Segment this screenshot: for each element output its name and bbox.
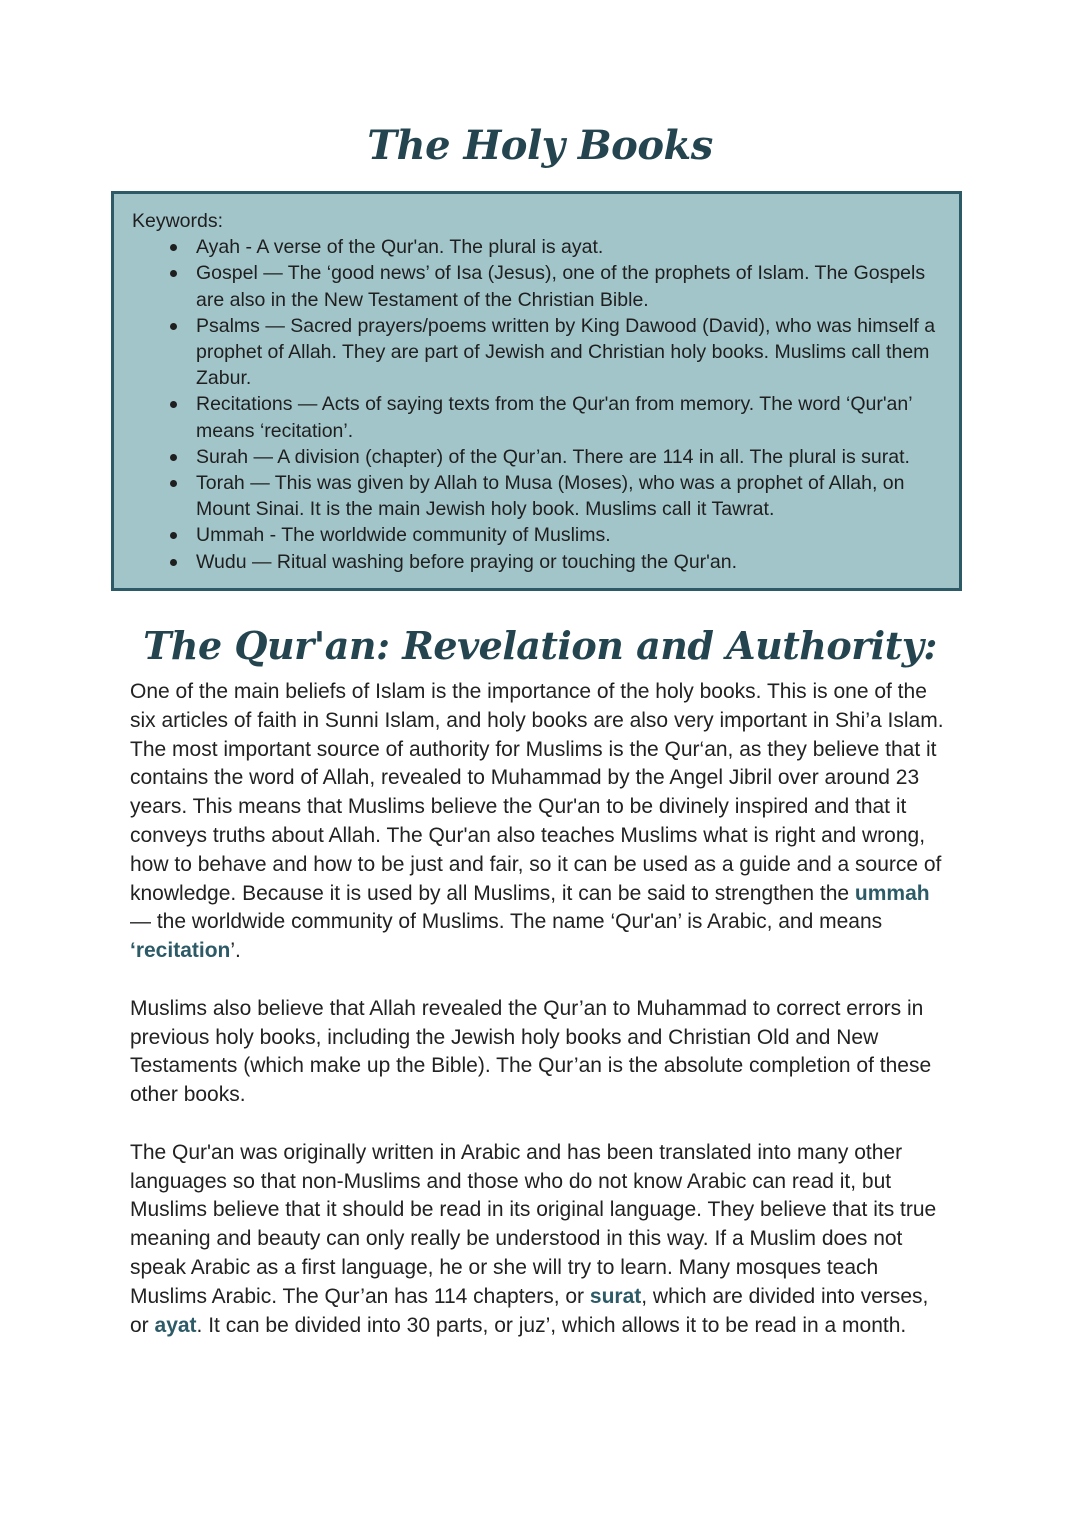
section-body (130, 678, 950, 1369)
keyword-item-recitations: Recitations — Acts of saying texts from the Qur'an from memory. The word ‘Qur'an’ means ‘recitation’. (132, 391, 939, 443)
keyword-item-gospel: Gospel — The ‘good news’ of Isa (Jesus), one of the prophets of Islam. The Gospels are also in the New Testament of the Christian Bible. (132, 260, 939, 312)
keyword-item-ummah: Ummah - The worldwide community of Muslims. (132, 522, 939, 548)
highlight-surat: surat (589, 1284, 642, 1308)
keyword-item-surah: Surah — A division (chapter) of the Qur’an. There are 114 in all. The plural is surat. (132, 444, 939, 470)
paragraph-3-text-b: , which are divided into verses, or (130, 1284, 929, 1337)
keyword-item-ayah: Ayah - A verse of the Qur'an. The plural is ayat. (132, 234, 939, 260)
paragraph-3 (130, 1139, 950, 1341)
paragraph-1-text-a: One of the main beliefs of Islam is the importance of the holy books. This is one of the six articles of faith in Sunni Islam, and holy books are also very important in Shi’a Islam. The most important source of authority for Muslims is the Qur‘an, as they believe that it contains the word of Allah, revealed to Muhammad by the Angel Jibril over around 23 years. This means that Muslims believe the Qur'an to be divinely inspired and that it conveys truths about Allah. The Qur'an also teaches Muslims what is right and wrong, how to behave and how to be just and fair, so it can be used as a guide and a source of knowledge. Because it is used by all Muslims, it can be said to strengthen the (130, 680, 944, 905)
paragraph-3-text-a: The Qur'an was originally written in Arabic and has been translated into many other languages so that non-Muslims and those who do not know Arabic can read it, but Muslims believe that it should be read in its original language. They believe that its true meaning and beauty can only really be understood in this way. If a Muslim does not speak Arabic as a first language, he or she will try to learn. Many mosques teach Muslims Arabic. The Qur’an has 114 chapters, or (130, 1140, 937, 1308)
keywords-list (132, 234, 939, 575)
keywords-box (111, 191, 962, 591)
paragraph-1 (130, 678, 950, 966)
keyword-item-torah: Torah — This was given by Allah to Musa (Moses), who was a prophet of Allah, on Mount Sinai. It is the main Jewish holy book. Muslims call it Tawrat. (132, 470, 939, 522)
highlight-recitation: ‘recitation (130, 939, 231, 963)
paragraph-1-text-b: — the worldwide community of Muslims. The name ‘Qur'an’ is Arabic, and means (130, 910, 883, 934)
paragraph-3-text-c: . It can be divided into 30 parts, or juz’, which allows it to be read in a month. (196, 1313, 907, 1337)
highlight-ummah: ummah (854, 881, 930, 905)
highlight-ayat: ayat (154, 1313, 197, 1337)
keyword-item-wudu: Wudu — Ritual washing before praying or touching the Qur'an. (132, 549, 939, 575)
section-title: The Qur'an: Revelation and Authority: (143, 623, 937, 668)
keywords-label: Keywords: (132, 210, 224, 232)
keyword-item-psalms: Psalms — Sacred prayers/poems written by King Dawood (David), who was himself a prophet of Allah. They are part of Jewish and Christian holy books. Muslims call them Zabur. (132, 313, 939, 392)
paragraph-2: Muslims also believe that Allah revealed the Qur’an to Muhammad to correct errors in previous holy books, including the Jewish holy books and Christian Old and New Testaments (which make up the Bible). The Qur’an is the absolute completion of these other books. (130, 996, 932, 1107)
page-title: The Holy Books (367, 122, 713, 169)
paragraph-1-text-c: ’. (230, 939, 241, 963)
